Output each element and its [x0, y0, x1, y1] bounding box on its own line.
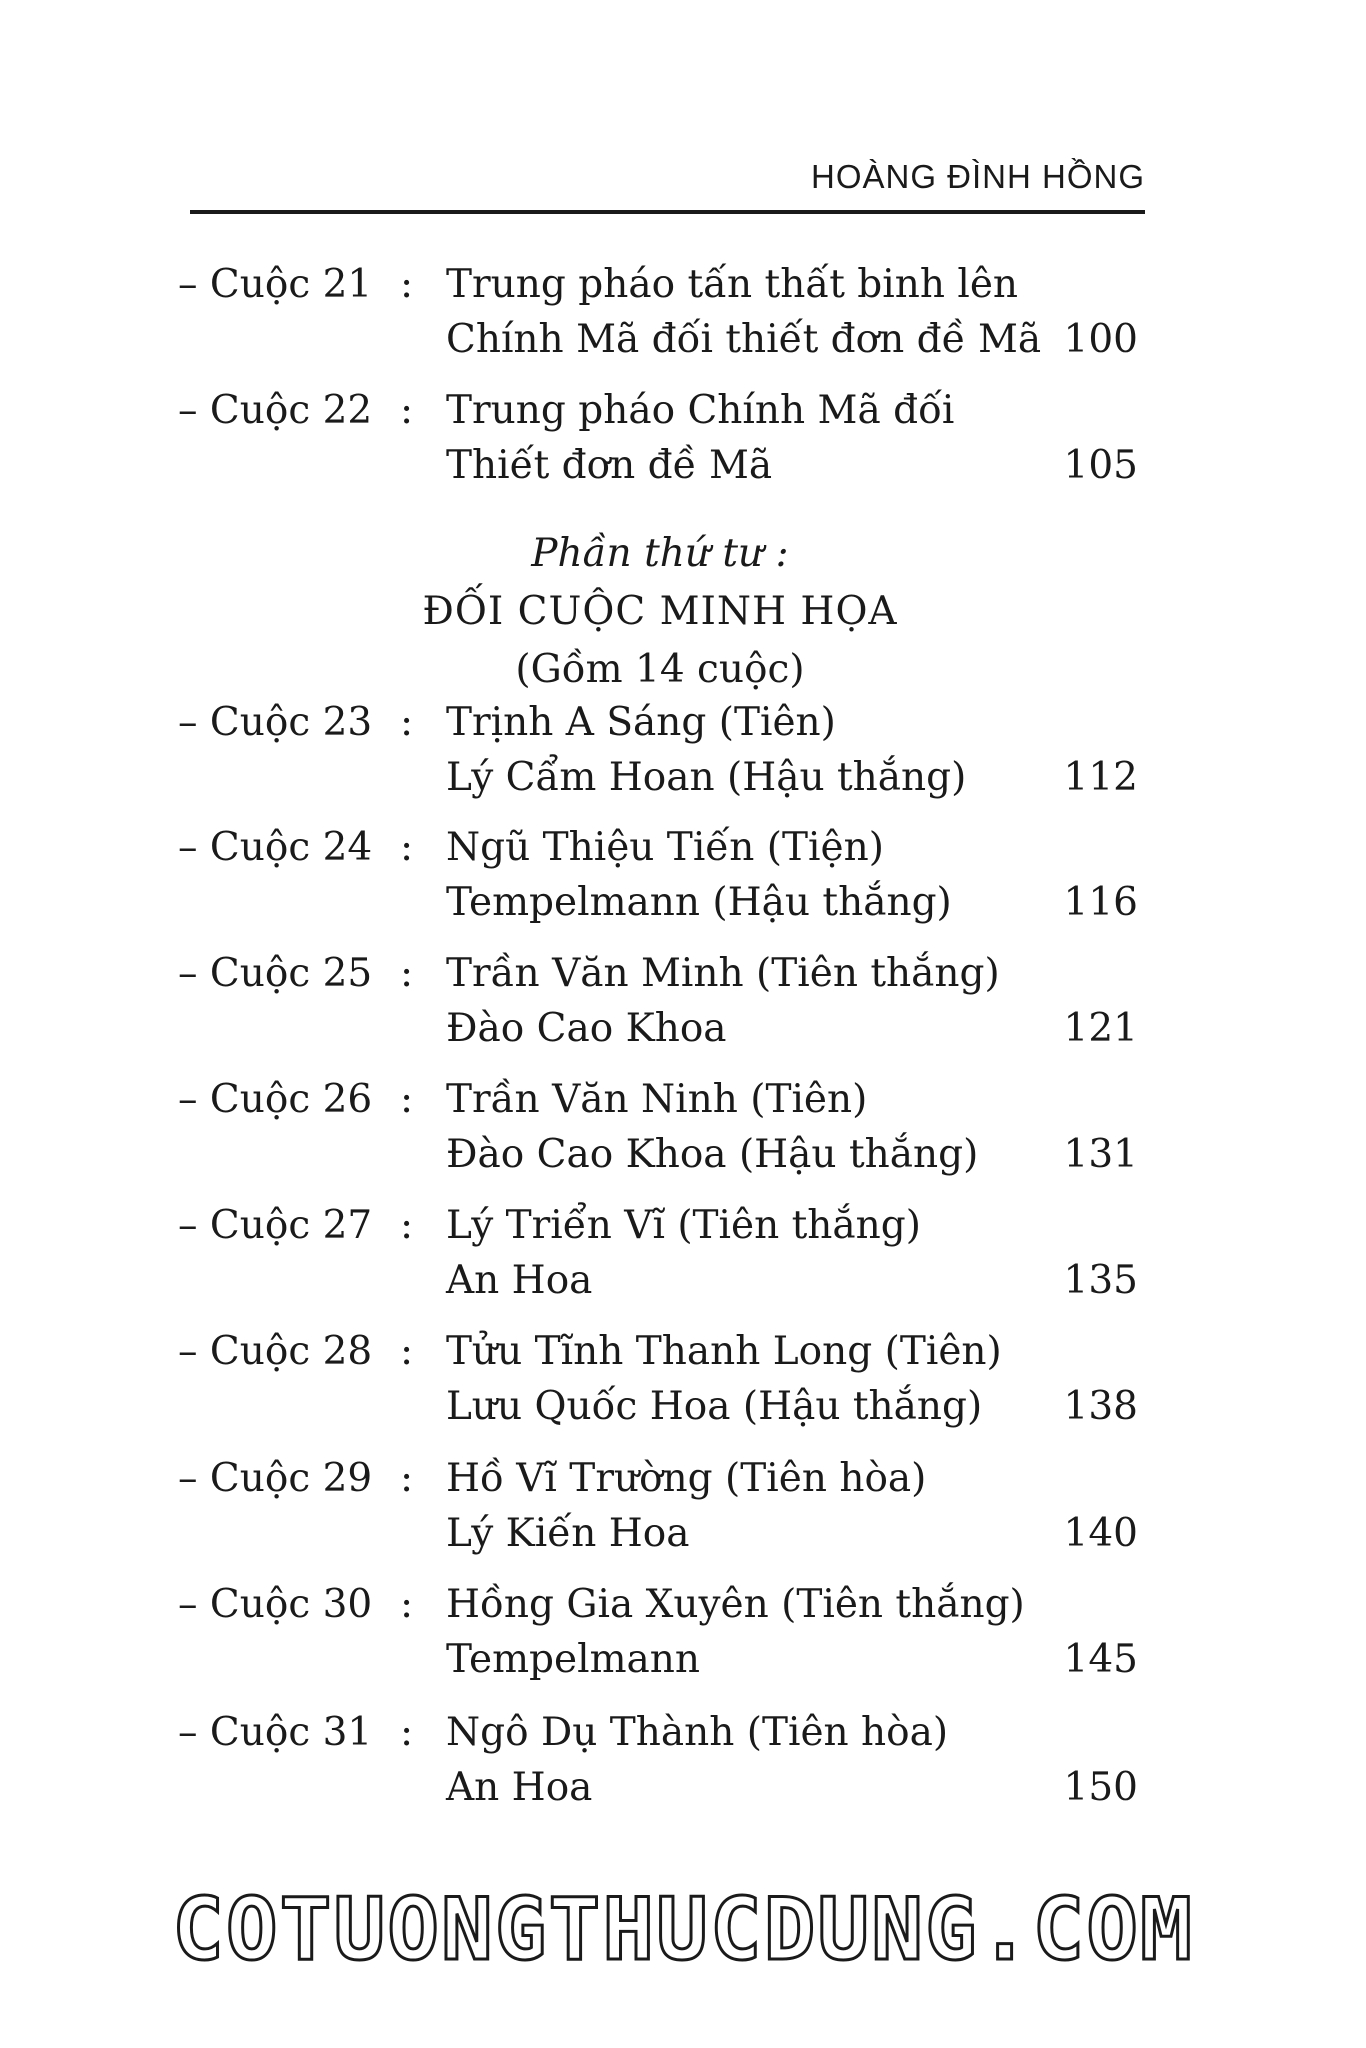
toc-entry-page: 121: [1063, 1006, 1138, 1051]
toc-entry-page: 100: [1063, 317, 1138, 362]
toc-entry-colon: :: [400, 700, 414, 745]
toc-entry-colon: :: [400, 1582, 414, 1627]
toc-entry-page: 150: [1063, 1765, 1138, 1810]
toc-entry-line1: Trung pháo Chính Mã đối: [446, 388, 955, 433]
toc-entry-line2: Lưu Quốc Hoa (Hậu thắng): [446, 1384, 983, 1429]
toc-entry-line2: An Hoa: [446, 1765, 593, 1810]
toc-entry-25: [178, 951, 1138, 1061]
toc-entry-line2: Thiết đơn đề Mã: [446, 443, 773, 488]
running-header: [190, 158, 1145, 218]
toc-entry-page: 138: [1063, 1384, 1138, 1429]
section-heading: [380, 525, 940, 699]
toc-entry-label: – Cuộc 26: [178, 1077, 373, 1122]
toc-entry-line2: An Hoa: [446, 1258, 593, 1303]
toc-entry-colon: :: [400, 1456, 414, 1501]
toc-entry-23: [178, 700, 1138, 810]
toc-entry-22: [178, 388, 1138, 498]
header-rule: [190, 210, 1145, 214]
toc-entry-line1: Trung pháo tấn thất binh lên: [446, 262, 1019, 307]
toc-entry-line1: Trần Văn Minh (Tiên thắng): [446, 951, 1000, 996]
toc-entry-line1: Tửu Tĩnh Thanh Long (Tiên): [446, 1329, 1002, 1374]
toc-entry-colon: :: [400, 262, 414, 307]
toc-entry-colon: :: [400, 951, 414, 996]
site-watermark: COTUONGTHUCDUNG.COM: [172, 1880, 1194, 1980]
toc-entry-page: 135: [1063, 1258, 1138, 1303]
toc-entry-label: – Cuộc 25: [178, 951, 373, 996]
toc-entry-page: 116: [1063, 880, 1138, 925]
toc-entry-30: [178, 1582, 1138, 1692]
toc-entry-page: 140: [1063, 1511, 1138, 1556]
toc-entry-page: 145: [1063, 1637, 1138, 1682]
toc-entry-line1: Hồ Vĩ Trường (Tiên hòa): [446, 1456, 927, 1501]
toc-entry-colon: :: [400, 1710, 414, 1755]
toc-entry-21: [178, 262, 1138, 372]
toc-entry-line1: Trần Văn Ninh (Tiên): [446, 1077, 868, 1122]
toc-entry-colon: :: [400, 825, 414, 870]
toc-entry-29: [178, 1456, 1138, 1566]
toc-entry-label: – Cuộc 30: [178, 1582, 373, 1627]
toc-entry-line1: Trịnh A Sáng (Tiên): [446, 700, 836, 745]
toc-entry-label: – Cuộc 24: [178, 825, 373, 870]
toc-entry-line1: Hồng Gia Xuyên (Tiên thắng): [446, 1582, 1025, 1627]
toc-entry-line2: Tempelmann (Hậu thắng): [446, 880, 952, 925]
toc-entry-page: 112: [1063, 755, 1138, 800]
toc-entry-label: – Cuộc 28: [178, 1329, 373, 1374]
toc-entry-label: – Cuộc 29: [178, 1456, 373, 1501]
toc-entry-label: – Cuộc 22: [178, 388, 373, 433]
section-count: (Gồm 14 cuộc): [515, 647, 805, 692]
toc-entry-line1: Ngô Dụ Thành (Tiên hòa): [446, 1710, 949, 1755]
toc-entry-page: 105: [1063, 443, 1138, 488]
toc-entry-line2: Tempelmann: [446, 1637, 701, 1682]
toc-entry-label: – Cuộc 21: [178, 262, 373, 307]
toc-entry-28: [178, 1329, 1138, 1439]
toc-entry-label: – Cuộc 31: [178, 1710, 373, 1755]
toc-entry-line1: Lý Triển Vĩ (Tiên thắng): [446, 1203, 921, 1248]
running-header-author: HOÀNG ĐÌNH HỒNG: [810, 158, 1145, 195]
toc-entry-24: [178, 825, 1138, 935]
toc-entry-label: – Cuộc 23: [178, 700, 373, 745]
toc-entry-colon: :: [400, 1077, 414, 1122]
toc-entry-31: [178, 1710, 1138, 1820]
toc-entry-colon: :: [400, 1203, 414, 1248]
toc-entry-line2: Chính Mã đối thiết đơn đề Mã: [446, 317, 1042, 362]
toc-entry-line2: Lý Cẩm Hoan (Hậu thắng): [446, 755, 967, 800]
section-title: ĐỐI CUỘC MINH HỌA: [422, 589, 898, 634]
toc-entry-colon: :: [400, 388, 414, 433]
toc-entry-line2: Đào Cao Khoa (Hậu thắng): [446, 1132, 979, 1177]
toc-entry-line1: Ngũ Thiệu Tiến (Tiện): [446, 825, 884, 870]
toc-entry-colon: :: [400, 1329, 414, 1374]
toc-entry-26: [178, 1077, 1138, 1187]
toc-entry-line2: Lý Kiến Hoa: [446, 1511, 690, 1556]
toc-entry-line2: Đào Cao Khoa: [446, 1006, 727, 1051]
section-label: Phần thứ tư :: [531, 531, 789, 576]
toc-entry-27: [178, 1203, 1138, 1313]
toc-entry-label: – Cuộc 27: [178, 1203, 373, 1248]
toc-entry-page: 131: [1063, 1132, 1138, 1177]
